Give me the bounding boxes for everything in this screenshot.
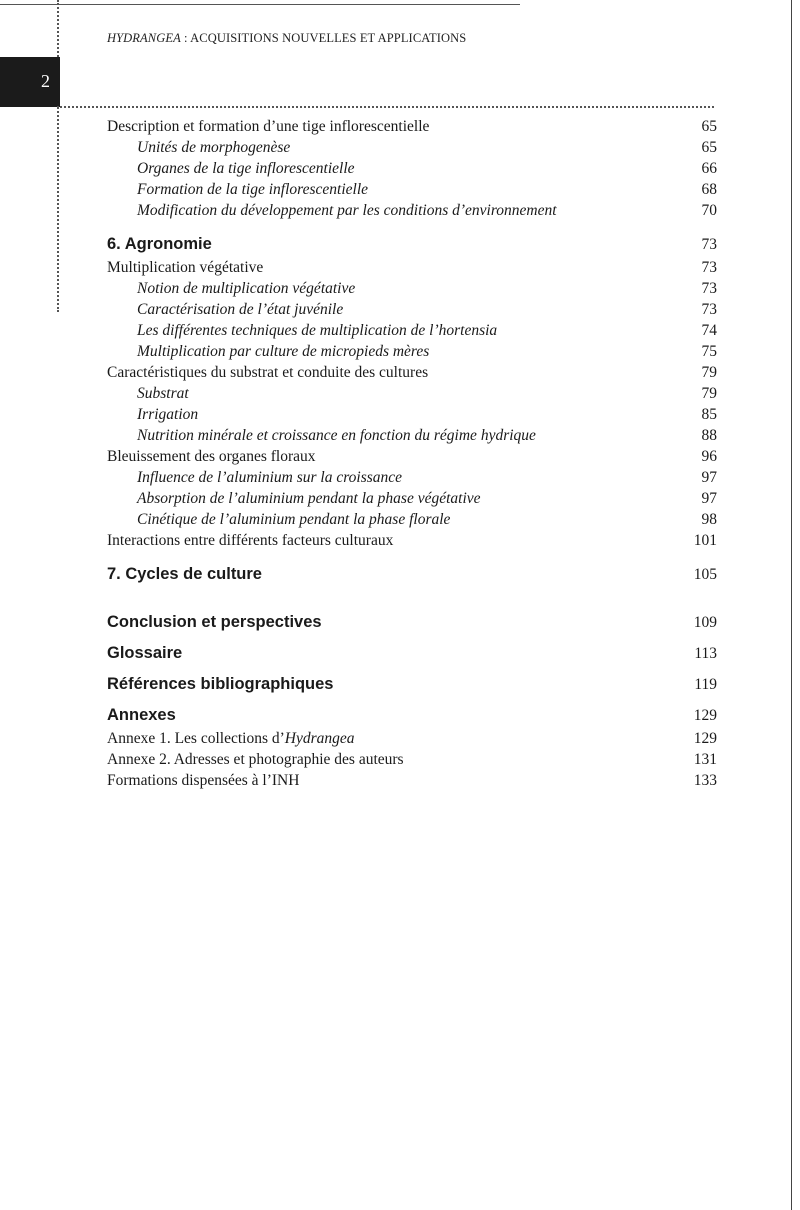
toc-subentry[interactable] [107,425,717,446]
toc-page-number: 65 [701,139,717,156]
toc-entry-label: Formations dispensées à l’INH [107,772,300,789]
running-head-title: : ACQUISITIONS NOUVELLES ET APPLICATIONS [180,31,467,45]
toc-subentry[interactable] [107,278,717,299]
margin-dotted-rule [57,0,59,312]
toc-page-number: 68 [701,181,717,198]
toc-entry-label: Bleuissement des organes floraux [107,448,316,465]
toc-entry-label-text: Annexe 1. Les collections d’ [107,730,285,747]
toc-subentry[interactable] [107,341,717,362]
toc-entry-label: Unités de morphogenèse [137,139,291,156]
toc-page-number: 97 [701,469,717,486]
toc-page-number: 73 [701,236,717,253]
toc-entry[interactable] [107,362,717,383]
toc-subentry[interactable] [107,383,717,404]
toc-entry-label: Absorption de l’aluminium pendant la phase végétative [137,490,481,507]
toc-page-number: 85 [701,406,717,423]
toc-chapter-label: Annexes [107,706,176,724]
toc-subentry[interactable] [107,158,717,179]
toc-entry-label: Caractéristiques du substrat et conduite des cultures [107,364,429,381]
toc-entry-label: Modification du développement par les conditions d’environnement [137,202,557,219]
toc-formations[interactable] [107,770,717,791]
toc-page-number: 119 [694,676,717,693]
toc-conclusion[interactable] [107,609,717,635]
toc-page-number: 74 [701,322,717,339]
header-dotted-rule [57,106,714,108]
toc-entry-label: Multiplication végétative [107,259,264,276]
toc-entry-label: Cinétique de l’aluminium pendant la phase florale [137,511,451,528]
top-rule [0,4,520,5]
toc-page-number: 129 [693,707,717,724]
toc-page-number: 73 [701,301,717,318]
toc-block-description [107,116,717,221]
toc-subentry[interactable] [107,509,717,530]
toc-chapter-cycles[interactable] [107,561,717,587]
toc-page-number: 97 [701,490,717,507]
toc-entry-label: Caractérisation de l’état juvénile [137,301,344,318]
toc-subentry[interactable] [107,404,717,425]
toc-page-number: 65 [701,118,717,135]
toc-page-number: 66 [701,160,717,177]
toc-page-number: 73 [701,259,717,276]
toc-subentry[interactable] [107,299,717,320]
toc-entry-label: Irrigation [137,406,199,423]
toc-subentry[interactable] [107,467,717,488]
toc-chapter-label: 7. Cycles de culture [107,565,262,583]
toc-entry-label: Les différentes techniques de multiplication de l’hortensia [137,322,498,339]
toc-page-number: 101 [693,532,717,549]
toc-page-number: 133 [693,772,717,789]
toc-chapter-agronomie[interactable] [107,231,717,257]
toc-entry-label: Interactions entre différents facteurs culturaux [107,532,394,549]
toc-entry[interactable] [107,116,717,137]
toc-subentry[interactable] [107,179,717,200]
toc-chapter-label: 6. Agronomie [107,235,212,253]
toc-entry-label: Description et formation d’une tige inflorescentielle [107,118,430,135]
toc-references[interactable] [107,671,717,697]
toc-page-number: 70 [701,202,717,219]
toc-entry-label: Multiplication par culture de micropieds mères [137,343,430,360]
toc-subentry[interactable] [107,320,717,341]
toc-page-number: 73 [701,280,717,297]
page-number: 2 [41,71,50,91]
toc-subentry[interactable] [107,200,717,221]
toc-chapter-label: Conclusion et perspectives [107,613,322,631]
toc-page-number: 75 [701,343,717,360]
toc-entry-label-italic: Hydrangea [284,730,355,747]
toc-page-number: 105 [693,566,717,583]
toc-glossaire[interactable] [107,640,717,666]
toc-entry[interactable] [107,446,717,467]
toc-annexes[interactable] [107,702,717,728]
page-edge-line [791,0,792,1210]
toc-page-number: 96 [701,448,717,465]
toc-entry-label: Influence de l’aluminium sur la croissance [137,469,403,486]
toc-entry-label: Formation de la tige inflorescentielle [137,181,369,198]
toc-subentry[interactable] [107,488,717,509]
running-head-genus: HYDRANGEA [107,31,181,45]
toc-entry[interactable] [107,257,717,278]
toc-chapter-label: Références bibliographiques [107,675,334,693]
page-number-tab [0,57,60,107]
running-head [107,31,466,46]
toc-chapter-label: Glossaire [107,644,183,662]
toc-page-number: 113 [694,645,717,662]
toc-page-number: 79 [701,385,717,402]
toc-annexe-2[interactable] [107,749,717,770]
toc-page-number: 129 [693,730,717,747]
toc-page-number: 79 [701,364,717,381]
toc-entry-label [107,728,355,749]
toc-annexe-1[interactable] [107,728,717,749]
toc-page-number: 98 [701,511,717,528]
table-of-contents [107,116,717,791]
toc-subentry[interactable] [107,137,717,158]
toc-page-number: 131 [693,751,717,768]
toc-entry-label: Annexe 2. Adresses et photographie des auteurs [107,751,404,768]
toc-page-number: 88 [701,427,717,444]
toc-entry-label: Substrat [137,385,189,402]
toc-entry-label: Notion de multiplication végétative [137,280,356,297]
toc-entry-label: Organes de la tige inflorescentielle [137,160,355,177]
toc-page-number: 109 [693,614,717,631]
toc-entry[interactable] [107,530,717,551]
toc-entry-label: Nutrition minérale et croissance en fonction du régime hydrique [137,427,536,444]
toc-block-agronomie [107,257,717,551]
